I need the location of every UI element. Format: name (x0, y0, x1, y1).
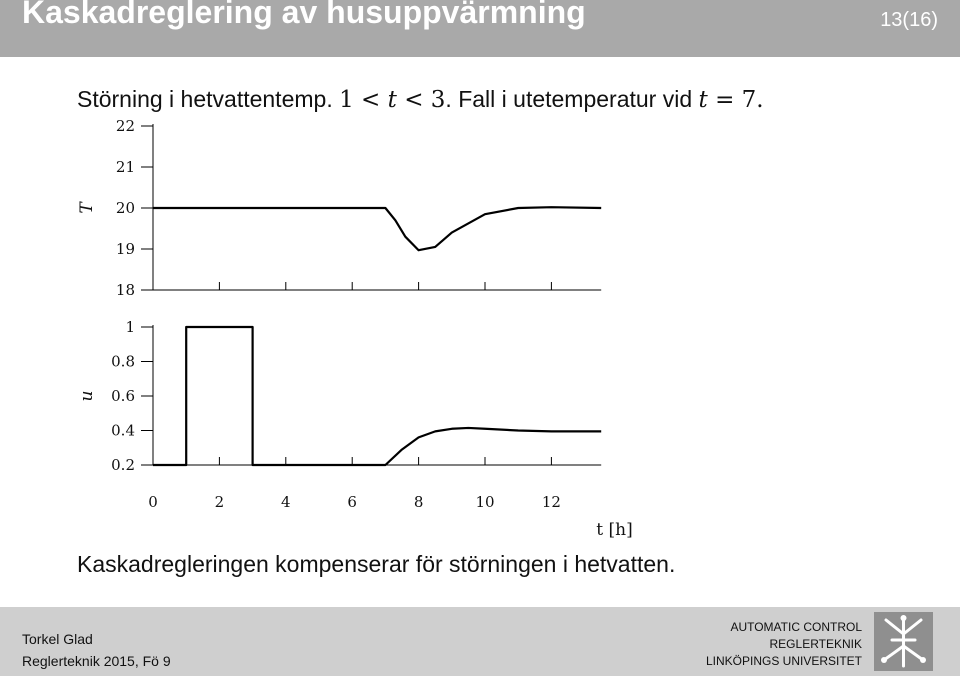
x-axis-label: t [h] (596, 520, 633, 540)
y-tick-label-T: 18 (115, 281, 135, 299)
x-tick-label: 12 (541, 493, 561, 511)
lead-math-1: 1 < (339, 87, 388, 113)
y-tick-label-u: 0.8 (111, 352, 135, 371)
x-tick-label: 8 (413, 493, 424, 511)
y-tick-label-T: 21 (115, 158, 135, 176)
lead-math-2: < 3 (396, 87, 446, 113)
footer-dept-en: AUTOMATIC CONTROL (730, 620, 862, 634)
lead-text-2: . Fall i utetemperatur vid (445, 86, 699, 112)
y-tick-label-T: 19 (115, 240, 135, 258)
slide-title: Kaskadreglering av husuppvärmning (22, 0, 586, 30)
lead-text-1: Störning i hetvattentemp. (77, 86, 340, 112)
series-line-u (153, 327, 601, 465)
x-tick-label: 10 (475, 493, 495, 511)
y-tick-label-T: 20 (115, 199, 135, 217)
x-tick-label: 6 (347, 493, 357, 511)
conclusion-text: Kaskadregleringen kompenserar för störningen i hetvatten. (77, 551, 676, 577)
x-tick-label: 2 (214, 493, 225, 511)
footer-course: Reglerteknik 2015, Fö 9 (22, 653, 171, 669)
series-line-T (153, 207, 601, 250)
y-tick-label-u: 0.2 (111, 456, 135, 474)
y-axis-label-u: u (77, 390, 97, 402)
y-tick-label-u: 0.4 (111, 421, 135, 440)
y-tick-label-u: 0.6 (111, 387, 135, 405)
x-tick-label: 4 (281, 493, 291, 511)
university-logo-icon (874, 612, 933, 671)
y-axis-label-T: T (77, 202, 97, 214)
footer-author: Torkel Glad (22, 631, 93, 647)
lead-math-3: = 7. (707, 87, 764, 113)
control-signal-plot (77, 318, 633, 540)
footer-dept-sv: REGLERTEKNIK (769, 637, 862, 651)
y-tick-label-u: 1 (125, 318, 135, 336)
lead-var-2: t (698, 87, 708, 113)
x-tick-label: 0 (148, 493, 158, 511)
y-tick-label-T: 22 (115, 117, 135, 135)
lead-var-1: t (387, 87, 397, 113)
footer-university: LINKÖPINGS UNIVERSITET (705, 654, 862, 668)
page-number: 13(16) (880, 9, 938, 31)
temperature-plot (77, 117, 601, 299)
